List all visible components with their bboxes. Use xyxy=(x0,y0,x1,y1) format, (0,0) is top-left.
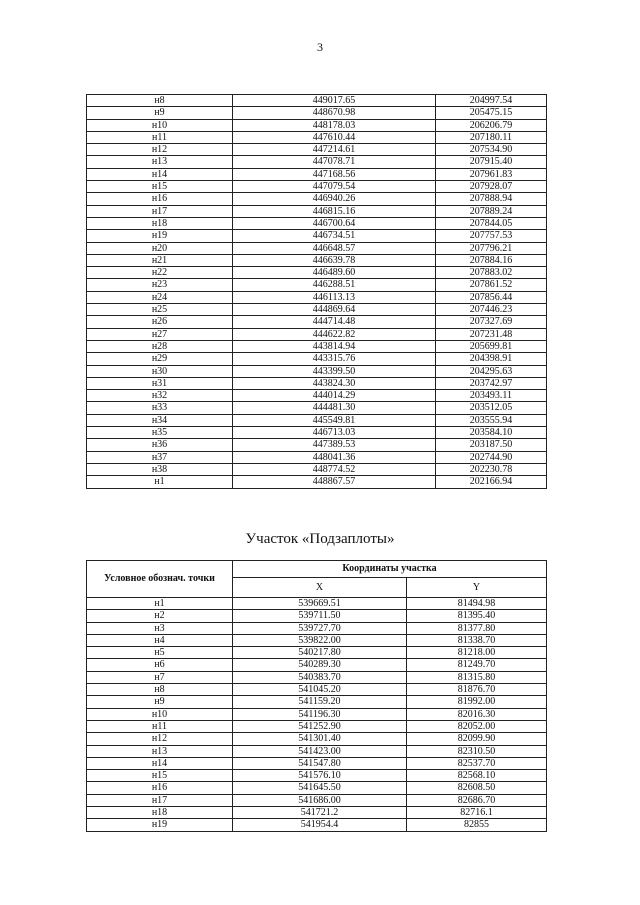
coord-x: 444869.64 xyxy=(233,304,436,316)
coord-y: 203493.11 xyxy=(436,390,547,402)
point-label: н6 xyxy=(87,659,233,671)
point-label: н14 xyxy=(87,757,233,769)
point-label: н16 xyxy=(87,782,233,794)
coord-y: 81395.40 xyxy=(407,610,547,622)
coord-x: 541045.20 xyxy=(233,684,407,696)
coord-x: 446288.51 xyxy=(233,279,436,291)
point-label: н13 xyxy=(87,745,233,757)
coord-x: 539669.51 xyxy=(233,598,407,610)
table-row xyxy=(87,671,547,683)
coord-x: 446734.51 xyxy=(233,230,436,242)
coord-y: 204398.91 xyxy=(436,353,547,365)
coord-x: 541576.10 xyxy=(233,770,407,782)
page-number: 3 xyxy=(317,40,323,54)
table-row xyxy=(87,451,547,463)
coord-y: 207883.02 xyxy=(436,267,547,279)
point-label: н20 xyxy=(87,242,233,254)
point-label: н4 xyxy=(87,634,233,646)
coordinates-table-2 xyxy=(86,560,547,832)
table-row xyxy=(87,131,547,143)
coord-x: 444714.48 xyxy=(233,316,436,328)
coord-x: 444481.30 xyxy=(233,402,436,414)
table-row xyxy=(87,304,547,316)
table-row xyxy=(87,439,547,451)
point-label: н31 xyxy=(87,377,233,389)
coord-y: 204997.54 xyxy=(436,95,547,107)
table-row xyxy=(87,205,547,217)
coord-x: 541196.30 xyxy=(233,708,407,720)
coord-y: 207884.16 xyxy=(436,254,547,266)
table-row xyxy=(87,328,547,340)
point-label: н15 xyxy=(87,770,233,782)
coord-x: 447214.61 xyxy=(233,144,436,156)
point-label: н5 xyxy=(87,647,233,659)
coord-x: 541721.2 xyxy=(233,807,407,819)
coord-y: 202230.78 xyxy=(436,463,547,475)
coord-y: 207861.52 xyxy=(436,279,547,291)
point-label: н35 xyxy=(87,427,233,439)
table-row xyxy=(87,659,547,671)
coord-y: 207446.23 xyxy=(436,304,547,316)
point-label: н26 xyxy=(87,316,233,328)
point-label: н1 xyxy=(87,476,233,488)
table-row xyxy=(87,708,547,720)
table-row xyxy=(87,242,547,254)
point-label: н22 xyxy=(87,267,233,279)
coord-y: 205699.81 xyxy=(436,340,547,352)
coord-y: 207928.07 xyxy=(436,181,547,193)
table-row xyxy=(87,254,547,266)
table-row xyxy=(87,757,547,769)
coord-x: 443814.94 xyxy=(233,340,436,352)
table-row xyxy=(87,476,547,488)
table-row xyxy=(87,782,547,794)
coord-x: 540289.30 xyxy=(233,659,407,671)
table-row xyxy=(87,414,547,426)
point-label: н36 xyxy=(87,439,233,451)
coord-y: 207915.40 xyxy=(436,156,547,168)
coord-y: 81338.70 xyxy=(407,634,547,646)
coord-y: 82568.10 xyxy=(407,770,547,782)
coord-x: 448867.57 xyxy=(233,476,436,488)
coord-x: 447168.56 xyxy=(233,168,436,180)
coord-y: 82310.50 xyxy=(407,745,547,757)
coord-y: 203512.05 xyxy=(436,402,547,414)
table-row xyxy=(87,647,547,659)
table-row xyxy=(87,340,547,352)
coord-x: 446648.57 xyxy=(233,242,436,254)
header-designation: Условное обознач. точки xyxy=(87,561,233,598)
coord-x: 539727.70 xyxy=(233,622,407,634)
table-row xyxy=(87,267,547,279)
coord-y: 81494.98 xyxy=(407,598,547,610)
section-title: Участок «Подзаплоты» xyxy=(245,531,395,547)
table-row xyxy=(87,107,547,119)
table-row xyxy=(87,463,547,475)
coord-y: 207961.83 xyxy=(436,168,547,180)
coord-x: 443315.76 xyxy=(233,353,436,365)
point-label: н9 xyxy=(87,696,233,708)
point-label: н24 xyxy=(87,291,233,303)
coord-y: 82537.70 xyxy=(407,757,547,769)
coord-x: 447389.53 xyxy=(233,439,436,451)
point-label: н27 xyxy=(87,328,233,340)
point-label: н10 xyxy=(87,708,233,720)
point-label: н34 xyxy=(87,414,233,426)
header-x: X xyxy=(233,578,407,598)
coordinates-table-1 xyxy=(86,94,547,489)
table-row xyxy=(87,168,547,180)
coord-y: 202744.90 xyxy=(436,451,547,463)
coord-x: 540217.80 xyxy=(233,647,407,659)
table-row xyxy=(87,427,547,439)
table-row xyxy=(87,230,547,242)
coord-x: 446815.16 xyxy=(233,205,436,217)
table-row xyxy=(87,720,547,732)
table-row xyxy=(87,402,547,414)
point-label: н18 xyxy=(87,217,233,229)
table-row xyxy=(87,598,547,610)
point-label: н17 xyxy=(87,205,233,217)
coord-y: 81249.70 xyxy=(407,659,547,671)
table-row xyxy=(87,144,547,156)
point-label: н32 xyxy=(87,390,233,402)
point-label: н37 xyxy=(87,451,233,463)
coord-y: 202166.94 xyxy=(436,476,547,488)
coord-y: 82686.70 xyxy=(407,794,547,806)
coord-y: 207534.90 xyxy=(436,144,547,156)
coord-x: 447079.54 xyxy=(233,181,436,193)
table-row xyxy=(87,807,547,819)
point-label: н23 xyxy=(87,279,233,291)
point-label: н9 xyxy=(87,107,233,119)
point-label: н8 xyxy=(87,95,233,107)
coord-x: 446700.64 xyxy=(233,217,436,229)
coord-y: 203187.50 xyxy=(436,439,547,451)
table-row xyxy=(87,610,547,622)
coord-y: 204295.63 xyxy=(436,365,547,377)
coord-y: 81876.70 xyxy=(407,684,547,696)
point-label: н12 xyxy=(87,144,233,156)
point-label: н33 xyxy=(87,402,233,414)
coordinates-table-1-body xyxy=(87,95,547,489)
point-label: н13 xyxy=(87,156,233,168)
point-label: н28 xyxy=(87,340,233,352)
coord-x: 447078.71 xyxy=(233,156,436,168)
coord-y: 203555.94 xyxy=(436,414,547,426)
point-label: н30 xyxy=(87,365,233,377)
coord-x: 541423.00 xyxy=(233,745,407,757)
coord-y: 205475.15 xyxy=(436,107,547,119)
point-label: н3 xyxy=(87,622,233,634)
table-row xyxy=(87,819,547,831)
coord-y: 81377.80 xyxy=(407,622,547,634)
coord-x: 541645.50 xyxy=(233,782,407,794)
point-label: н38 xyxy=(87,463,233,475)
point-label: н12 xyxy=(87,733,233,745)
point-label: н8 xyxy=(87,684,233,696)
point-label: н25 xyxy=(87,304,233,316)
point-label: н7 xyxy=(87,671,233,683)
point-label: н17 xyxy=(87,794,233,806)
point-label: н2 xyxy=(87,610,233,622)
point-label: н14 xyxy=(87,168,233,180)
table-row xyxy=(87,193,547,205)
table-row xyxy=(87,390,547,402)
coord-y: 82855 xyxy=(407,819,547,831)
coord-y: 82099.90 xyxy=(407,733,547,745)
coord-x: 448774.52 xyxy=(233,463,436,475)
coord-x: 540383.70 xyxy=(233,671,407,683)
table-row xyxy=(87,353,547,365)
coord-y: 81992.00 xyxy=(407,696,547,708)
coord-x: 449017.65 xyxy=(233,95,436,107)
table-row xyxy=(87,291,547,303)
coord-y: 207231.48 xyxy=(436,328,547,340)
coord-y: 203584.10 xyxy=(436,427,547,439)
table-row xyxy=(87,377,547,389)
coord-y: 206206.79 xyxy=(436,119,547,131)
coord-x: 443399.50 xyxy=(233,365,436,377)
coord-y: 203742.97 xyxy=(436,377,547,389)
point-label: н29 xyxy=(87,353,233,365)
point-label: н21 xyxy=(87,254,233,266)
point-label: н19 xyxy=(87,819,233,831)
table-row xyxy=(87,217,547,229)
point-label: н16 xyxy=(87,193,233,205)
coord-x: 448670.98 xyxy=(233,107,436,119)
coord-y: 207889.24 xyxy=(436,205,547,217)
coord-y: 81315.80 xyxy=(407,671,547,683)
coord-x: 446940.26 xyxy=(233,193,436,205)
coord-y: 207327.69 xyxy=(436,316,547,328)
coord-x: 444622.82 xyxy=(233,328,436,340)
coord-x: 448041.36 xyxy=(233,451,436,463)
table-row xyxy=(87,156,547,168)
header-coordinates: Координаты участка xyxy=(233,561,547,578)
coord-y: 82716.1 xyxy=(407,807,547,819)
coord-y: 81218.00 xyxy=(407,647,547,659)
point-label: н11 xyxy=(87,720,233,732)
table-row xyxy=(87,95,547,107)
table-row xyxy=(87,279,547,291)
coord-y: 207180.11 xyxy=(436,131,547,143)
coord-y: 207796.21 xyxy=(436,242,547,254)
coord-x: 448178.03 xyxy=(233,119,436,131)
table-row xyxy=(87,684,547,696)
point-label: н10 xyxy=(87,119,233,131)
coord-x: 541686.00 xyxy=(233,794,407,806)
coord-y: 207856.44 xyxy=(436,291,547,303)
table-row xyxy=(87,745,547,757)
table-row xyxy=(87,365,547,377)
point-label: н1 xyxy=(87,598,233,610)
coord-x: 444014.29 xyxy=(233,390,436,402)
coord-x: 447610.44 xyxy=(233,131,436,143)
coord-x: 539822.00 xyxy=(233,634,407,646)
table-row xyxy=(87,770,547,782)
coord-x: 446713.03 xyxy=(233,427,436,439)
coord-x: 446489.60 xyxy=(233,267,436,279)
coord-x: 539711.50 xyxy=(233,610,407,622)
point-label: н18 xyxy=(87,807,233,819)
table-row xyxy=(87,696,547,708)
coord-x: 541954.4 xyxy=(233,819,407,831)
header-y: Y xyxy=(407,578,547,598)
coord-x: 541547.80 xyxy=(233,757,407,769)
coord-y: 207844.05 xyxy=(436,217,547,229)
coord-y: 207757.53 xyxy=(436,230,547,242)
coord-y: 207888.94 xyxy=(436,193,547,205)
coord-x: 445549.81 xyxy=(233,414,436,426)
table-row xyxy=(87,794,547,806)
coord-x: 541252.90 xyxy=(233,720,407,732)
coord-y: 82052.00 xyxy=(407,720,547,732)
coord-y: 82016.30 xyxy=(407,708,547,720)
coord-x: 446639.78 xyxy=(233,254,436,266)
table-row xyxy=(87,181,547,193)
table-row xyxy=(87,733,547,745)
point-label: н11 xyxy=(87,131,233,143)
coordinates-table-2-body xyxy=(87,598,547,832)
coord-x: 446113.13 xyxy=(233,291,436,303)
coord-y: 82608.50 xyxy=(407,782,547,794)
point-label: н19 xyxy=(87,230,233,242)
coord-x: 443824.30 xyxy=(233,377,436,389)
table-row xyxy=(87,119,547,131)
table-row xyxy=(87,316,547,328)
coord-x: 541159.20 xyxy=(233,696,407,708)
table-row xyxy=(87,622,547,634)
point-label: н15 xyxy=(87,181,233,193)
table-row xyxy=(87,634,547,646)
coord-x: 541301.40 xyxy=(233,733,407,745)
